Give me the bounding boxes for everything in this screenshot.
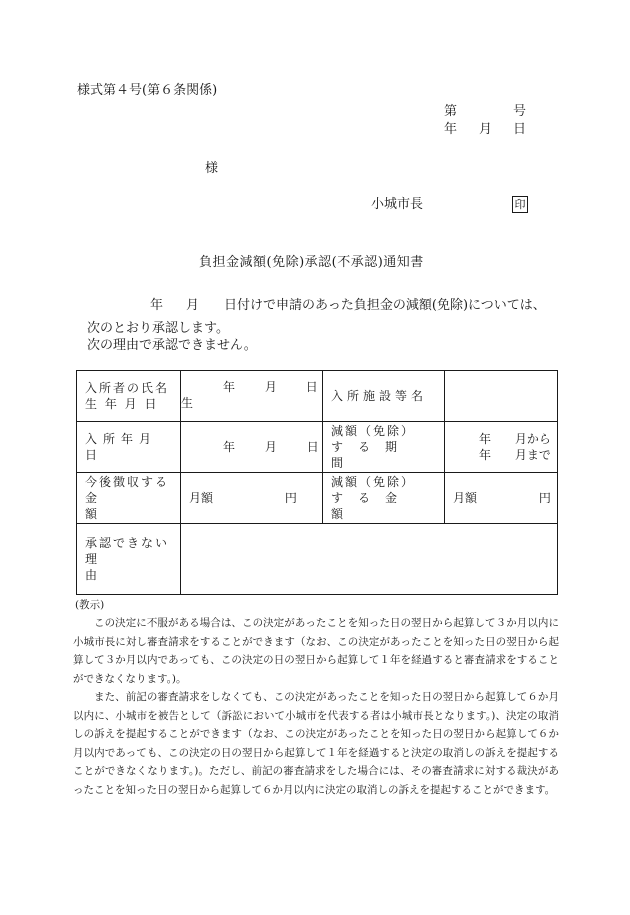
period-from-month: 月から xyxy=(514,432,551,446)
doc-date-day: 日 xyxy=(513,122,527,137)
admission-date-label xyxy=(77,422,181,473)
label-line: する期間 xyxy=(331,440,413,470)
label-line xyxy=(85,396,172,412)
option-reject: 次の理由で承認できません。 xyxy=(87,338,257,353)
table-row xyxy=(77,371,558,422)
table-row xyxy=(77,473,558,524)
reduction-amount-label xyxy=(323,473,445,524)
facility-label xyxy=(323,371,445,422)
label-line: 金額 xyxy=(85,491,156,521)
form-id: 様式第４号(第６条関係) xyxy=(77,83,218,98)
doc-date-year: 年 xyxy=(444,122,458,137)
admission-date-cell[interactable] xyxy=(181,422,323,473)
label-line: 今後徴収する xyxy=(85,475,170,489)
period-cell[interactable] xyxy=(445,422,558,473)
doc-number-prefix: 第 xyxy=(444,104,458,119)
future-amount-cell[interactable] xyxy=(181,473,323,524)
option-approve: 次のとおり承認します。 xyxy=(87,321,229,336)
intro-year: 年 xyxy=(150,298,164,313)
rejection-reason-label xyxy=(77,524,181,595)
birth-day: 日生 xyxy=(181,380,318,410)
facility-value[interactable] xyxy=(445,371,558,422)
reduction-unit: 円 xyxy=(538,491,551,505)
admission-year: 年 xyxy=(223,440,236,454)
birth-date-cell[interactable] xyxy=(181,371,323,422)
resident-name-label xyxy=(77,371,181,422)
doc-date-month: 月 xyxy=(479,122,493,137)
facility-label-text: 入所施設等名 xyxy=(331,389,428,403)
instruction-paragraph: また、前記の審査請求をしなくても、この決定があったことを知った日の翌日から起算して６か月以内に、小城市を被告として（訴訟において小城市を代表する者は小城市長となります。)、決定の取消しの訴えを提起することができます（なお、この決定があったことを知った日の翌日から起算して６か月以内であっても、この決定の日の翌日から起算して１年を経過すると決定の取消しの訴えを提起することができなくなります。)。ただし、前記の審査請求をした場合には、その審査請求に対する裁決があったことを知った日の翌日から起算して６か月以内に決定の取消しの訴えを提起することができます。 xyxy=(73,691,559,796)
label-line: 減額（免除） xyxy=(331,475,416,489)
seal-stamp: 印 xyxy=(512,196,528,213)
label-line: する金額 xyxy=(331,491,413,521)
monthly-unit: 円 xyxy=(284,491,297,505)
monthly-prefix: 月額 xyxy=(189,491,214,505)
admission-day: 日 xyxy=(306,440,319,454)
period-from xyxy=(445,431,557,447)
admission-month: 月 xyxy=(264,440,277,454)
label-text: 生 年 月 日 xyxy=(85,397,159,411)
label-line xyxy=(85,380,172,396)
intro-text: 日付けで申請のあった負担金の減額(免除)については、 xyxy=(224,298,546,313)
reduction-prefix: 月額 xyxy=(453,491,478,505)
addressee-suffix: 様 xyxy=(205,161,219,176)
instruction-heading: (教示) xyxy=(75,599,105,611)
issuer-name: 小城市長 xyxy=(371,197,424,212)
period-label xyxy=(323,422,445,473)
doc-number-suffix: 号 xyxy=(513,104,527,119)
reduction-amount-cell[interactable] xyxy=(445,473,558,524)
document-title: 負担金減額(免除)承認(不承認)通知書 xyxy=(199,255,424,270)
label-text: 入所年月日 xyxy=(85,432,158,462)
period-to-year: 年 xyxy=(479,448,492,462)
intro-month: 月 xyxy=(186,298,200,313)
future-collection-label xyxy=(77,473,181,524)
birth-year: 年 xyxy=(223,380,236,394)
table-row xyxy=(77,524,558,595)
rejection-reason-value[interactable] xyxy=(181,524,558,595)
instruction-paragraph: この決定に不服がある場合は、この決定があったことを知った日の翌日から起算して３か月以内に小城市長に対し審査請求をすることができます（なお、この決定があったことを知った日の翌日から起算して３か月以内であっても、この決定の日の翌日から起算して１年を経過すると審査請求をすることができなくなります。)。 xyxy=(73,617,559,685)
period-from-year: 年 xyxy=(479,432,492,446)
label-line: 減額（免除） xyxy=(331,424,416,438)
instruction-body xyxy=(73,614,559,799)
birth-month: 月 xyxy=(264,380,277,394)
label-line: 承認できない xyxy=(85,536,170,550)
label-text: 入所者の氏名 xyxy=(85,381,170,395)
reduction-table xyxy=(76,370,558,595)
label-line: 理由 xyxy=(85,552,156,582)
period-to-month: 月まで xyxy=(514,448,551,462)
table-row xyxy=(77,422,558,473)
period-to xyxy=(445,447,557,463)
